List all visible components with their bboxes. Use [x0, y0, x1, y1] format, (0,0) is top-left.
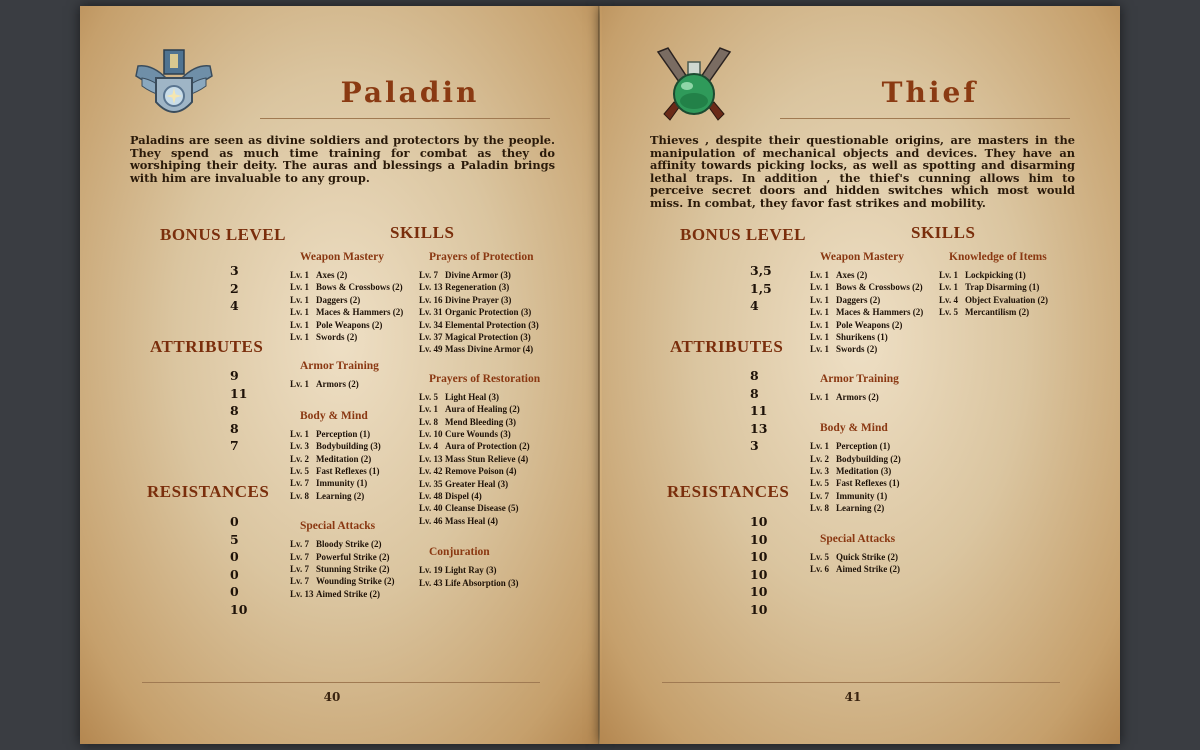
skill-level: Lv. 1	[290, 379, 310, 390]
skill-row	[419, 491, 482, 503]
skill-level: Lv. 1	[810, 441, 830, 452]
skill-name: Mercantilism (2)	[965, 307, 1030, 318]
bonus-level-heading: BONUS LEVEL	[160, 225, 286, 244]
skill-row	[419, 295, 511, 307]
skill-row	[810, 466, 891, 478]
skill-row	[290, 441, 381, 453]
stat-value: 0	[230, 566, 239, 582]
skill-name: Maces & Hammers (2)	[836, 307, 924, 318]
skill-name: Bloody Strike (2)	[316, 539, 382, 550]
skill-row	[419, 565, 497, 577]
skill-row	[939, 295, 1048, 307]
stat-row	[600, 386, 830, 403]
skill-name: Swords (2)	[836, 344, 878, 355]
skill-level: Lv. 19	[419, 565, 443, 576]
skill-level: Lv. 1	[290, 307, 310, 318]
skill-row	[290, 320, 382, 332]
stat-value: 8	[750, 368, 759, 383]
skill-row	[810, 503, 884, 515]
page-title: Paladin	[340, 76, 480, 109]
stat-value: 2	[230, 280, 239, 296]
skill-level: Lv. 1	[810, 391, 830, 402]
stat-value: 10	[230, 601, 248, 617]
skill-row	[290, 466, 379, 478]
skill-row	[419, 320, 539, 332]
skill-level: Lv. 48	[419, 491, 443, 501]
skill-row	[419, 307, 531, 319]
skill-level: Lv. 5	[419, 391, 439, 402]
skill-level: Lv. 1	[290, 428, 310, 439]
stat-row	[80, 298, 310, 315]
attributes-heading: ATTRIBUTES	[670, 337, 784, 356]
bonus-level-heading: BONUS LEVEL	[680, 225, 806, 244]
resistances-heading: RESISTANCES	[147, 482, 270, 501]
skill-level: Lv. 1	[810, 282, 830, 293]
skill-name: Light Ray (3)	[445, 565, 497, 576]
skill-name: Aura of Protection (2)	[445, 441, 530, 452]
stat-row	[80, 549, 310, 566]
skill-name: Magical Protection (3)	[445, 332, 531, 342]
skill-row	[290, 379, 359, 391]
skill-row	[419, 516, 498, 528]
stat-row	[80, 584, 310, 601]
skill-level: Lv. 1	[290, 319, 310, 330]
stat-row	[600, 281, 830, 298]
stat-row	[600, 584, 830, 601]
skill-level: Lv. 42	[419, 466, 443, 477]
skill-row	[290, 295, 360, 307]
skill-level: Lv. 49	[419, 344, 443, 355]
stat-value: 0	[230, 584, 239, 599]
stat-value: 3	[750, 438, 759, 453]
stat-value: 11	[230, 385, 248, 401]
footer-divider	[662, 682, 1060, 683]
skill-row	[419, 332, 531, 344]
stat-value: 10	[750, 514, 768, 529]
stat-row	[80, 567, 310, 584]
skill-level: Lv. 2	[810, 453, 830, 464]
skill-level: Lv. 2	[290, 453, 310, 464]
skill-name: Axes (2)	[836, 270, 868, 280]
skill-name: Immunity (1)	[836, 490, 888, 501]
skill-name: Divine Armor (3)	[445, 270, 511, 280]
crossed-daggers-potion-emblem-icon	[652, 44, 736, 128]
skill-name: Elemental Protection (3)	[445, 319, 539, 330]
stat-value: 0	[230, 514, 239, 529]
skill-row	[810, 478, 899, 490]
skill-row	[419, 270, 511, 282]
stat-row	[600, 602, 830, 619]
skill-level: Lv. 7	[290, 551, 310, 562]
skill-level: Lv. 3	[810, 466, 830, 476]
skill-name: Aimed Strike (2)	[836, 564, 900, 574]
stat-value: 8	[230, 420, 239, 436]
stat-value: 4	[230, 298, 239, 313]
footer-divider	[142, 682, 540, 683]
skill-name: Perception (1)	[316, 428, 371, 439]
skill-level: Lv. 13	[290, 588, 314, 599]
skill-row	[810, 454, 901, 466]
stat-value: 3	[230, 263, 239, 278]
stat-value: 8	[750, 385, 759, 401]
stat-row	[600, 421, 830, 438]
skill-name: Daggers (2)	[316, 294, 361, 305]
skill-level: Lv. 7	[290, 576, 310, 587]
stat-row	[80, 421, 310, 438]
skill-name: Trap Disarming (1)	[965, 282, 1040, 293]
skill-row	[419, 578, 519, 590]
skill-row	[290, 564, 390, 576]
stat-row	[600, 298, 830, 315]
stat-value: 10	[750, 531, 768, 547]
page-title: Thief	[881, 76, 979, 109]
skill-group-heading: Prayers of Protection	[429, 251, 534, 263]
skill-group-heading: Body & Mind	[300, 409, 368, 422]
skill-row	[419, 503, 519, 515]
skill-level: Lv. 1	[810, 332, 830, 342]
skill-level: Lv. 7	[419, 270, 439, 280]
stat-value: 3,5	[750, 263, 772, 278]
skill-row	[810, 491, 887, 503]
skill-row	[419, 282, 509, 294]
skill-level: Lv. 13	[419, 282, 443, 293]
skill-name: Shurikens (1)	[836, 332, 888, 342]
stat-row	[600, 532, 830, 549]
skill-row	[939, 307, 1029, 319]
skill-level: Lv. 35	[419, 478, 443, 489]
stat-value: 10	[750, 566, 768, 582]
skill-name: Divine Prayer (3)	[445, 294, 512, 305]
skill-name: Aura of Healing (2)	[445, 404, 520, 415]
skill-name: Mend Bleeding (3)	[445, 416, 516, 427]
stat-row	[80, 438, 310, 455]
skill-row	[419, 454, 528, 466]
skill-group-heading: Special Attacks	[820, 532, 896, 545]
skill-level: Lv. 1	[290, 282, 310, 293]
skill-row	[290, 552, 389, 564]
skill-name: Stunning Strike (2)	[316, 564, 390, 574]
skill-row	[939, 282, 1039, 294]
skill-group-heading: Armor Training	[300, 360, 379, 373]
skill-row	[290, 429, 370, 441]
skills-heading: SKILLS	[390, 223, 455, 242]
stat-row	[600, 368, 830, 385]
skill-level: Lv. 7	[290, 478, 310, 489]
skill-name: Meditation (3)	[836, 466, 892, 476]
skill-level: Lv. 1	[810, 294, 830, 305]
skill-group-heading: Body & Mind	[820, 422, 888, 435]
skill-row	[290, 270, 347, 282]
skill-level: Lv. 1	[939, 282, 959, 293]
skill-row	[290, 576, 395, 588]
skill-name: Fast Reflexes (1)	[836, 478, 900, 489]
stat-value: 11	[750, 403, 768, 418]
winged-shield-emblem-icon	[132, 44, 216, 128]
skill-level: Lv. 37	[419, 332, 443, 342]
skill-row	[810, 332, 888, 344]
skill-level: Lv. 5	[810, 551, 830, 562]
skill-name: Armors (2)	[836, 391, 879, 402]
stat-row	[80, 263, 310, 280]
skill-level: Lv. 8	[419, 416, 439, 427]
stat-row	[600, 403, 830, 420]
skill-name: Bodybuilding (2)	[836, 453, 901, 464]
skill-name: Remove Poison (4)	[445, 466, 517, 477]
stat-value: 0	[230, 549, 239, 564]
skill-name: Cleanse Disease (5)	[445, 503, 519, 514]
skill-name: Bows & Crossbows (2)	[836, 282, 923, 293]
skill-name: Immunity (1)	[316, 478, 368, 489]
skill-level: Lv. 16	[419, 294, 443, 305]
skill-level: Lv. 13	[419, 453, 443, 464]
skill-level: Lv. 4	[419, 441, 439, 452]
skill-name: Quick Strike (2)	[836, 551, 898, 562]
skill-name: Perception (1)	[836, 441, 891, 452]
class-description: Paladins are seen as divine soldiers and protectors by the people. They spend as much time training for combat as they do worshiping their deity. The auras and blessings a Paladin brings with him are invaluable to any group.	[130, 133, 555, 185]
stat-row	[80, 281, 310, 298]
skill-name: Learning (2)	[316, 490, 365, 501]
stat-row	[80, 386, 310, 403]
skill-group-heading: Prayers of Restoration	[429, 372, 541, 385]
skill-name: Maces & Hammers (2)	[316, 307, 404, 318]
stat-row	[80, 532, 310, 549]
title-divider	[260, 118, 550, 119]
stat-value: 4	[750, 298, 759, 313]
skill-row	[290, 307, 403, 319]
stat-value: 13	[750, 420, 768, 436]
stat-row	[80, 514, 310, 531]
stat-row	[600, 514, 830, 531]
skill-name: Bows & Crossbows (2)	[316, 282, 403, 293]
skill-name: Greater Heal (3)	[445, 478, 509, 489]
skill-level: Lv. 8	[290, 490, 310, 501]
skill-level: Lv. 7	[810, 490, 830, 501]
skill-name: Axes (2)	[316, 270, 348, 280]
skill-row	[419, 479, 508, 491]
stat-row	[600, 438, 830, 455]
skill-name: Lockpicking (1)	[965, 270, 1026, 280]
stat-value: 7	[230, 438, 239, 453]
skill-name: Aimed Strike (2)	[316, 588, 380, 599]
skill-level: Lv. 7	[290, 539, 310, 550]
skill-level: Lv. 1	[810, 270, 830, 280]
skill-row	[290, 282, 403, 294]
page-number: 40	[323, 690, 341, 704]
page-number: 41	[844, 690, 862, 704]
skill-name: Mass Heal (4)	[445, 515, 498, 526]
skill-group-heading: Armor Training	[820, 372, 899, 385]
stat-row	[600, 549, 830, 566]
skill-level: Lv. 1	[290, 270, 310, 280]
stat-row	[80, 602, 310, 619]
skill-name: Fast Reflexes (1)	[316, 466, 380, 476]
skill-row	[810, 564, 900, 576]
skill-row	[419, 429, 511, 441]
skill-name: Swords (2)	[316, 332, 358, 342]
skill-row	[290, 491, 364, 503]
skill-row	[290, 454, 371, 466]
skill-row	[419, 417, 516, 429]
attributes-heading: ATTRIBUTES	[150, 337, 264, 356]
skill-level: Lv. 31	[419, 307, 443, 318]
skill-group-heading: Weapon Mastery	[300, 251, 385, 263]
stat-row	[80, 403, 310, 420]
skill-row	[810, 295, 880, 307]
skill-row	[419, 466, 517, 478]
skill-name: Pole Weapons (2)	[836, 319, 903, 330]
skill-row	[810, 320, 902, 332]
skill-row	[419, 404, 520, 416]
skills-heading: SKILLS	[911, 223, 976, 242]
stat-row	[600, 567, 830, 584]
skill-level: Lv. 7	[290, 564, 310, 574]
title-divider	[780, 118, 1070, 119]
skill-group-heading: Special Attacks	[300, 520, 376, 533]
skill-name: Powerful Strike (2)	[316, 551, 390, 562]
skill-level: Lv. 8	[810, 503, 830, 514]
stat-value: 9	[230, 368, 239, 383]
skill-name: Dispel (4)	[445, 491, 482, 501]
skill-level: Lv. 1	[419, 404, 439, 415]
skill-group-heading: Weapon Mastery	[820, 251, 905, 263]
stat-value: 1,5	[750, 280, 772, 296]
skill-name: Learning (2)	[836, 503, 885, 514]
skill-level: Lv. 1	[290, 294, 310, 305]
skill-level: Lv. 6	[810, 564, 830, 574]
skill-level: Lv. 1	[810, 307, 830, 318]
skill-level: Lv. 4	[939, 294, 959, 305]
skill-row	[810, 441, 890, 453]
skill-name: Mass Divine Armor (4)	[445, 344, 534, 355]
skill-level: Lv. 5	[939, 307, 959, 318]
skill-row	[810, 392, 879, 404]
skill-row	[810, 270, 867, 282]
skill-row	[419, 441, 530, 453]
stat-value: 10	[750, 584, 768, 599]
skill-level: Lv. 1	[810, 319, 830, 330]
stat-row	[80, 368, 310, 385]
skill-name: Meditation (2)	[316, 453, 372, 464]
skill-row	[290, 332, 357, 344]
skill-level: Lv. 10	[419, 429, 443, 439]
skill-name: Organic Protection (3)	[445, 307, 532, 318]
skill-row	[290, 589, 380, 601]
skill-name: Light Heal (3)	[445, 391, 499, 402]
left-page	[80, 6, 600, 744]
skill-name: Daggers (2)	[836, 294, 881, 305]
skill-level: Lv. 5	[810, 478, 830, 489]
skill-group-heading: Conjuration	[429, 546, 490, 559]
skill-name: Pole Weapons (2)	[316, 319, 383, 330]
resistances-heading: RESISTANCES	[667, 482, 790, 501]
skill-row	[810, 344, 877, 356]
skill-row	[419, 392, 499, 404]
skill-name: Bodybuilding (3)	[316, 441, 381, 452]
skill-level: Lv. 43	[419, 577, 443, 588]
skill-row	[939, 270, 1026, 282]
skill-level: Lv. 5	[290, 466, 310, 476]
stat-row	[600, 263, 830, 280]
stat-value: 10	[750, 601, 768, 617]
skill-level: Lv. 34	[419, 319, 443, 330]
skill-row	[419, 344, 533, 356]
skill-row	[290, 478, 367, 490]
skill-row	[810, 552, 898, 564]
skill-level: Lv. 40	[419, 503, 443, 514]
stat-value: 8	[230, 403, 239, 418]
skill-level: Lv. 1	[810, 344, 830, 355]
skill-name: Armors (2)	[316, 379, 359, 390]
skill-level: Lv. 3	[290, 441, 310, 452]
skill-level: Lv. 46	[419, 515, 443, 526]
skill-name: Cure Wounds (3)	[445, 429, 511, 439]
skill-group-heading: Knowledge of Items	[949, 251, 1047, 263]
skill-row	[810, 307, 923, 319]
skill-name: Regeneration (3)	[445, 282, 510, 293]
right-page	[600, 6, 1120, 744]
class-description: Thieves , despite their questionable origins, are masters in the manipulation of mechanical objects and devices. They have an affinity towards picking locks, as well as spotting and disarming lethal traps. In addition , the thief's cunning allows him to perceive secret doors and hidden switches which most would miss. In combat, they favor fast strikes and mobility.	[650, 133, 1075, 210]
skill-row	[810, 282, 923, 294]
skill-name: Life Absorption (3)	[445, 577, 519, 588]
skill-name: Mass Stun Relieve (4)	[445, 453, 529, 464]
stat-value: 5	[230, 531, 239, 547]
skill-row	[290, 539, 382, 551]
skill-name: Wounding Strike (2)	[316, 576, 395, 587]
skill-level: Lv. 1	[290, 332, 310, 342]
stat-value: 10	[750, 549, 768, 564]
skill-name: Object Evaluation (2)	[965, 294, 1048, 305]
skill-level: Lv. 1	[939, 270, 959, 280]
